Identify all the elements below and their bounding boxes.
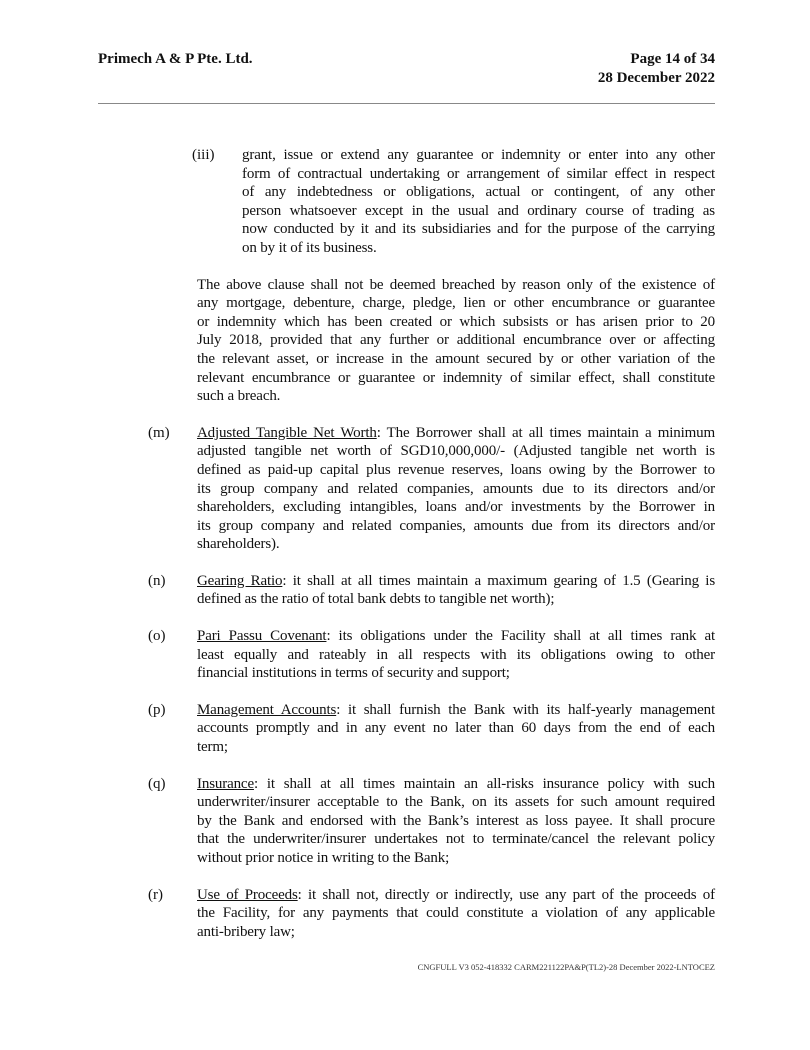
- text-line: person whatsoever except in the usual and ordinary course of trading as: [242, 202, 715, 219]
- item-label: (r): [148, 886, 163, 903]
- item-text: : it shall at all times maintain an all-risks insurance policy with such: [253, 775, 715, 792]
- item-heading: Insurance: [197, 775, 254, 792]
- covenant-text: [197, 627, 715, 683]
- text-line: that the underwriter/insurer undertakes not to terminate/cancel the relevant policy: [197, 831, 715, 848]
- item-label: (n): [148, 572, 166, 589]
- text-line: July 2018, provided that any further or additional encumbrance over or affecting: [197, 332, 715, 349]
- covenant-item: [148, 572, 715, 609]
- text-line: [197, 701, 715, 720]
- item-text: : it shall furnish the Bank with its half-yearly management: [336, 701, 716, 718]
- document-body: [148, 146, 715, 941]
- text-line: the Facility, for any payments that could constitute a violation of any applicable: [197, 905, 715, 922]
- item-heading: Management Accounts: [197, 701, 337, 718]
- item-label: (q): [148, 775, 166, 792]
- text-line: on by it of its business.: [242, 239, 377, 256]
- covenant-text: [197, 424, 715, 554]
- text-line: form of contractual undertaking or arrangement of similar effect in respect: [242, 165, 715, 182]
- text-line: adjusted tangible net worth of SGD10,000,000/- (Adjusted tangible net worth is: [197, 443, 715, 460]
- document-date: 28 December 2022: [597, 70, 715, 86]
- clause-paragraph-row: [197, 276, 715, 406]
- covenant-list: [148, 424, 715, 942]
- sub-item-text: [242, 146, 715, 258]
- covenant-item: [148, 424, 715, 554]
- item-text: : it shall at all times maintain a maximum gearing of 1.5 (Gearing is: [282, 572, 716, 589]
- header-divider: [98, 103, 715, 104]
- text-line: grant, issue or extend any guarantee or indemnity or enter into any other: [242, 147, 715, 163]
- item-heading: Pari Passu Covenant: [197, 628, 327, 645]
- item-label: (p): [148, 701, 166, 718]
- text-line: defined as paid-up capital plus revenue reserves, loans owing by the Borrower to: [197, 461, 715, 478]
- item-label: (o): [148, 628, 166, 645]
- text-line: or indemnity which has been created or which subsists or has arisen prior to 20: [197, 313, 715, 330]
- covenant-item: [148, 701, 715, 757]
- text-line: relevant encumbrance or guarantee or indemnity of similar effect, shall constitute: [197, 369, 715, 386]
- clause-paragraph: [197, 276, 715, 406]
- text-line: [197, 572, 715, 591]
- company-name: Primech A & P Pte. Ltd.: [98, 51, 253, 67]
- covenant-text: [197, 886, 715, 942]
- text-line: [197, 775, 715, 794]
- text-line: [197, 424, 715, 443]
- text-line: term;: [197, 739, 228, 756]
- covenant-item: [148, 886, 715, 942]
- sub-item: [192, 146, 715, 258]
- text-line: by the Bank and endorsed with the Bank’s interest as loss payee. It shall procure: [197, 812, 715, 829]
- covenant-text: [197, 775, 715, 868]
- text-line: of any indebtedness or obligations, actual or contingent, of any other: [242, 184, 715, 201]
- text-line: defined as the ratio of total bank debts to tangible net worth);: [197, 591, 555, 608]
- item-text: : The Borrower shall at all times maintain a minimum: [376, 424, 715, 441]
- item-text: : it shall not, directly or indirectly, use any part of the proceeds of: [297, 886, 715, 903]
- text-line: The above clause shall not be deemed breached by reason only of the existence of: [197, 276, 715, 293]
- text-line: financial institutions in terms of security and support;: [197, 665, 510, 682]
- item-text: : its obligations under the Facility shall at all times rank at: [326, 628, 715, 645]
- text-line: its group company and related companies, amounts due to its directors and/or: [197, 480, 715, 497]
- covenant-text: [197, 572, 715, 609]
- covenant-item: [148, 627, 715, 683]
- text-line: its group company and related companies, amounts due from its directors and/or: [197, 517, 715, 534]
- item-heading: Adjusted Tangible Net Worth: [197, 424, 377, 441]
- text-line: the relevant asset, or increase in the amount secured by or other variation of the: [197, 350, 715, 367]
- text-line: without prior notice in writing to the Bank;: [197, 850, 450, 866]
- text-line: anti-bribery law;: [197, 923, 295, 940]
- covenant-item: [148, 775, 715, 868]
- item-heading: Use of Proceeds: [197, 886, 298, 903]
- item-label: (m): [148, 424, 170, 441]
- text-line: shareholders).: [197, 536, 280, 553]
- text-line: [197, 627, 715, 646]
- text-line: underwriter/insurer acceptable to the Bank, on its assets for such amount required: [197, 794, 715, 811]
- text-line: shareholders, excluding intangibles, loans and/or investments by the Borrower in: [197, 499, 715, 516]
- text-line: least equally and rateably in all respects with its obligations owing to other: [197, 646, 715, 663]
- page-number: Page 14 of 34: [630, 51, 715, 67]
- text-line: [197, 886, 715, 905]
- text-line: now conducted by it and its subsidiaries and for the purpose of the carrying: [242, 221, 715, 238]
- covenant-text: [197, 701, 715, 757]
- page-info: [598, 50, 715, 88]
- document-footer: CNGFULL V3 052-418332 CARM221122PA&P(TL2)-28 December 2022-LNTOCEZ: [417, 962, 715, 972]
- text-line: such a breach.: [197, 388, 281, 405]
- item-heading: Gearing Ratio: [197, 572, 283, 589]
- sub-item-label: (iii): [192, 147, 215, 163]
- text-line: accounts promptly and in any event no later than 60 days from the end of each: [197, 720, 715, 737]
- text-line: any mortgage, debenture, charge, pledge, lien or other encumbrance or guarantee: [197, 295, 715, 312]
